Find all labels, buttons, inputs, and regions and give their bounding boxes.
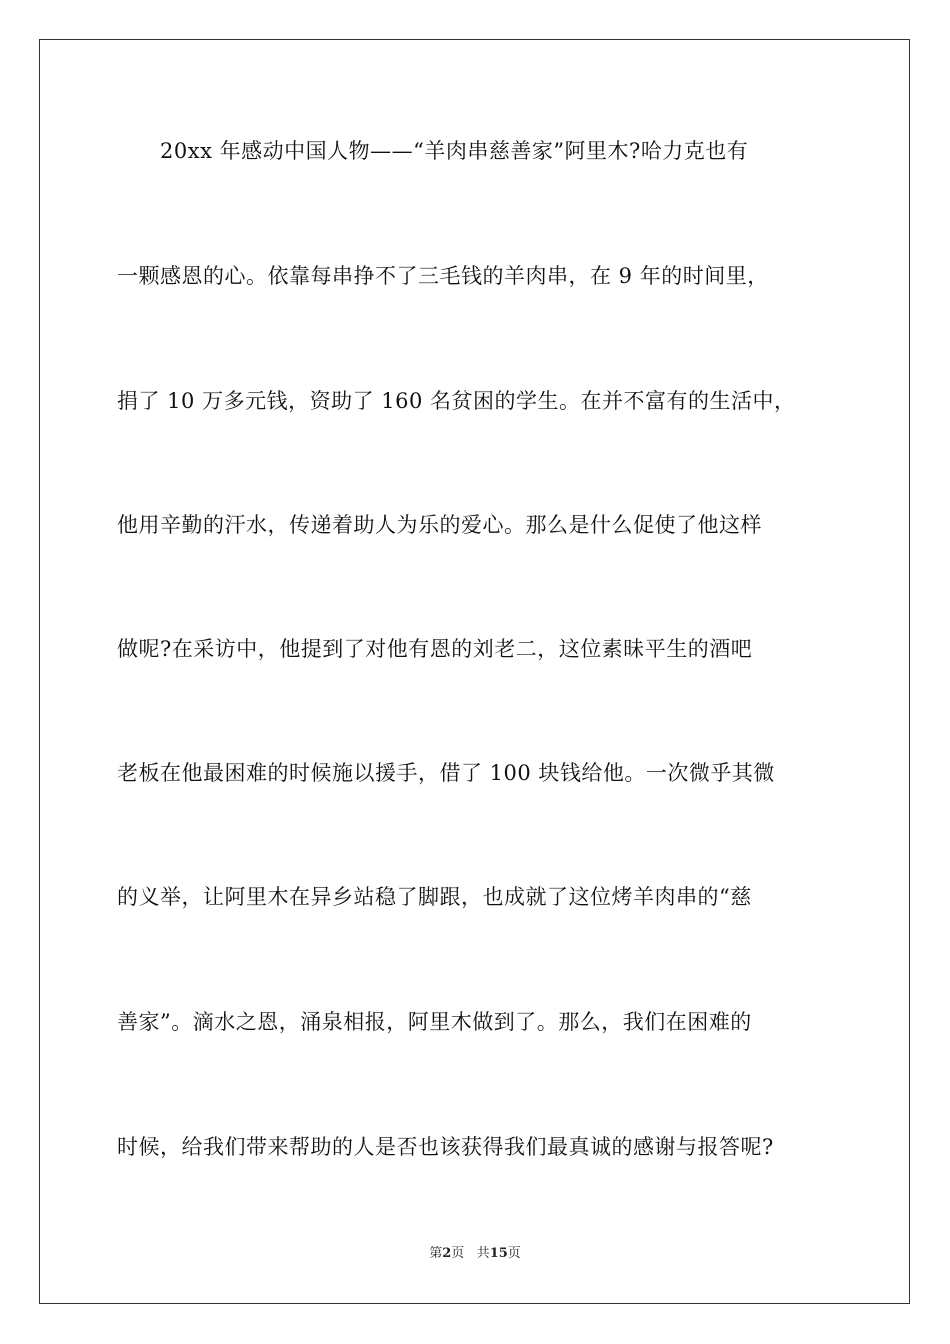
paragraph-line-3: 捐了 10 万多元钱，资助了 160 名贫困的学生。在并不富有的生活中， (117, 389, 796, 413)
page-border (39, 39, 910, 1304)
paragraph-line-8: 善家”。滴水之恩，涌泉相报，阿里木做到了。那么，我们在困难的 (117, 1010, 752, 1034)
paragraph-line-5: 做呢?在采访中，他提到了对他有恩的刘老二，这位素昧平生的酒吧 (117, 637, 753, 661)
total-prefix: 共 (476, 1246, 490, 1261)
paragraph-line-1: 20xx 年感动中国人物——“羊肉串慈善家”阿里木?哈力克也有 (160, 139, 749, 163)
page-footer (0, 1245, 950, 1263)
paragraph-line-7: 的义举，让阿里木在异乡站稳了脚跟，也成就了这位烤羊肉串的“慈 (117, 885, 752, 909)
page-prefix: 第 (429, 1246, 443, 1261)
paragraph-line-9: 时候，给我们带来帮助的人是否也该获得我们最真诚的感谢与报答呢? (117, 1135, 774, 1159)
page-number: 2 (442, 1246, 452, 1261)
page-suffix: 页 (451, 1246, 465, 1261)
total-pages: 15 (489, 1246, 508, 1261)
paragraph-line-6: 老板在他最困难的时候施以援手，借了 100 块钱给他。一次微乎其微 (117, 761, 775, 785)
paragraph-line-4: 他用辛勤的汗水，传递着助人为乐的爱心。那么是什么促使了他这样 (117, 513, 762, 537)
total-suffix: 页 (507, 1246, 521, 1261)
paragraph-line-2: 一颗感恩的心。依靠每串挣不了三毛钱的羊肉串，在 9 年的时间里， (117, 264, 769, 288)
